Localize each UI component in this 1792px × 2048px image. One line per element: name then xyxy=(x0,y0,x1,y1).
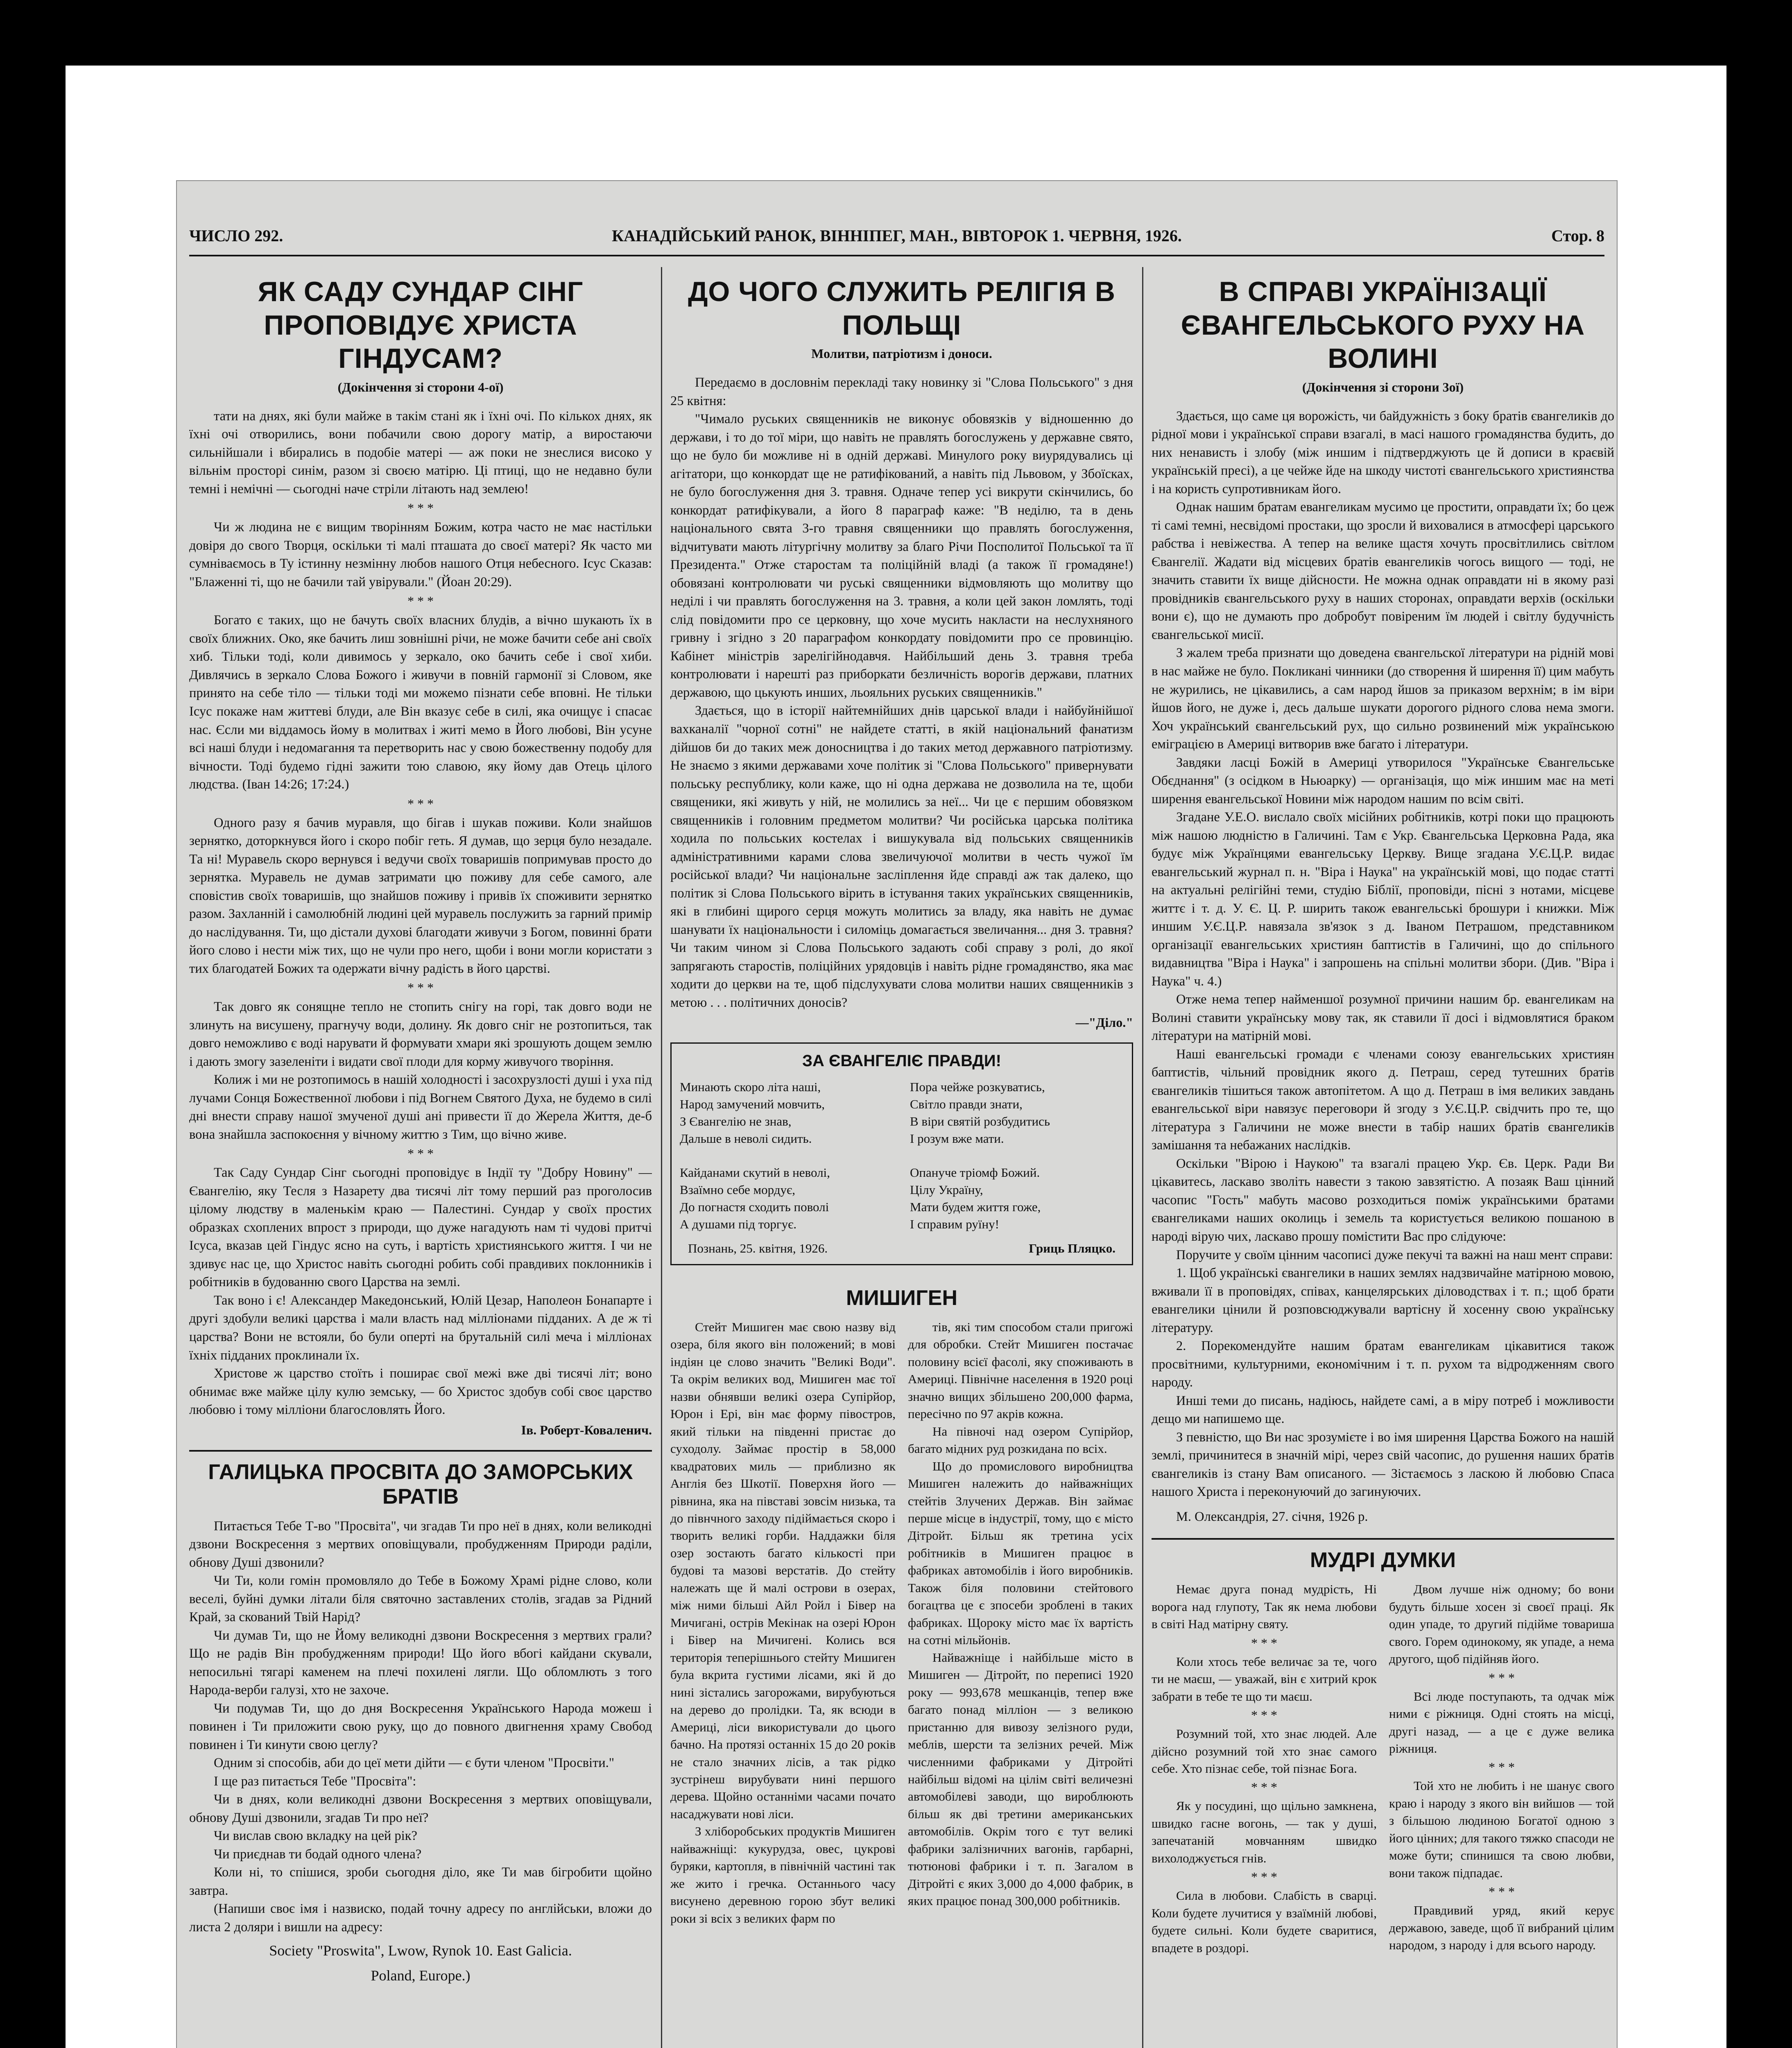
paragraph: Як у посудині, що щільно замкнена, швидко гасне вогонь, — так у душі, запечатаній мовчанням швидко вихолоджується гнів. xyxy=(1152,1799,1377,1865)
paragraph: Инші теми до писань, надіюсь, найдете самі, а в міру потреб і можливости дещо ми напишемо ще. xyxy=(1152,1393,1614,1427)
poem-footer xyxy=(688,1241,1115,1256)
paragraph: Сила в любови. Слабість в сварці. Коли будете лучитися у взаїмній любові, будете сильні. Коли будете сваритися, впадете в роздорі. xyxy=(1152,1888,1377,1955)
paragraph: Так довго як сонящне тепло не стопить снігу на горі, так довго води не злинуть на висушену, прагнучу води, долину. Як довго сніг не розтопиться, так довго неможливо є воді нарувати й формувати хмари які зрошують дощем землю і дають змогу зазеленіти і видати свої плоди для корму живучого творіння. xyxy=(189,999,652,1069)
two-column-article xyxy=(670,1319,1133,1927)
paragraph: Чи в днях, коли великодні дзвони Воскресення з мертвих оповіщували, обнову Душі дзвонили, згадав Ти про неї? xyxy=(189,1792,652,1825)
paragraph: Коли ні, то спішися, зроби сьогодня діло, яке Ти мав бігробити щойно завтра. xyxy=(189,1865,652,1898)
paragraph: Отже нема тепер найменшої розумної причини нашим бр. евангеликам на Волині ставити українську мову так, як ставили її досі і відмовлятися браком літератури на матірній мові. xyxy=(1152,992,1614,1044)
separator: * * * xyxy=(1251,1708,1277,1723)
paragraph: 1. Щоб українські євангелики в наших землях надзвичайне матірною мовою, вживали її в проповідях, співах, канцелярських діловодствах і т. п.; щоб брати евангелики цінили й розповсюджували вартісну й хосенну свою українську літературу. xyxy=(1152,1266,1614,1335)
paragraph: Розумний той, хто знає людей. Але дійсно розумний той хто знає самого себе. Хто пізнає себе, той пізнає Бога. xyxy=(1152,1726,1377,1776)
page-frame xyxy=(66,66,1726,2048)
poem-title: ЗА ЄВАНГЕЛІЄ ПРАВДИ! xyxy=(802,1052,1001,1070)
paragraph: Оскільки "Вірою і Наукою" та взагалі працею Укр. Єв. Церк. Ради Ви цікавитесь, ласкаво зволіть навести з такою завзятістю. А позаяк Ваш цінний часопис "Гость" мабуть масово розходиться поміж українськими братами євангеликами наших околиць і земель та користується великою пошаною в народі вірую чих, ласкаво прошу помістити Вас про слідуюче: xyxy=(1152,1156,1614,1244)
column-2 xyxy=(670,267,1133,2048)
paragraph: І ще раз питається Тебе "Просвіта": xyxy=(214,1774,416,1789)
article-title: МУДРІ ДУМКИ xyxy=(1152,1538,1614,1572)
column-3 xyxy=(1152,267,1614,2048)
article-title: В СПРАВІ УКРАЇНІЗАЦІЇ ЄВАНГЕЛЬСЬКОГО РУХУ НА ВОЛИНІ xyxy=(1181,276,1585,374)
paragraph: З певністю, що Ви нас зрозумієте і во імя ширення Царства Божого на нашій землі, причинитеся в значній мірі, через свій часопис, до рушення наших братів євангеликів із стану Вам описаного. — Зістаємось з ласкою й любовю Спаса нашого Христа і переконуючий до загинуючих. xyxy=(1152,1430,1614,1500)
subcolumn-left xyxy=(1152,1581,1377,1957)
article-title: ДО ЧОГО СЛУЖИТЬ РЕЛІГІЯ В ПОЛЬЩІ xyxy=(688,276,1116,341)
paragraph: Здається, що саме ця ворожість, чи байдужність з боку братів євангеликів до рідної мови і української справи взагалі, в масі нашого громадянства будить, до них ненависть і злобу (між иншим і підтверджують це й дописи в краєвій українській пресі), а це чейже йде на шкоду чистоті євангельського християнства і на користь супротивникам його. xyxy=(1152,408,1614,496)
paragraph: Правдивий уряд, який керує державою, заведе, щоб її вибраний цілим народом, з народу і для всього народу. xyxy=(1389,1903,1614,1953)
article-title: ЯК САДУ СУНДАР СІНГ ПРОПОВІДУЄ ХРИСТА ГІНДУСАМ? xyxy=(258,276,584,374)
paragraph: Всі люде поступають, та одчак між ними є ріжниця. Одні стоять на місці, другі назад, — а це є дуже велика ріжниця. xyxy=(1389,1689,1614,1756)
separator: * * * xyxy=(1251,1869,1277,1885)
separator: * * * xyxy=(407,501,434,516)
paragraph: З жалем треба признати що доведена євангельскої літератури на рідній мові в нас майже не було. Покликані чинники (до створення й ширення її) цим мабуть не журились, не цікавились, а сам народ йшов за приказом верхнім; в ім віри йшов його, не дуже і, десь дальше шукати дорогого рідного слова нема змоги. Хоч український євангельський рух, що сильно розвинений між українською еміграцією в Америці витворив вже багато і літератури. xyxy=(1152,646,1614,752)
paragraph: Двом лучше ніж одному; бо вони будуть більше хосен зі своєї праці. Як один упаде, то другий підійме товариша свого. Горем одинокому, як упаде, а нема другого, щоб підійняв його. xyxy=(1389,1582,1614,1666)
address-line: Poland, Europe.) xyxy=(371,1967,471,1984)
paragraph: Чи подумав Ти, що до дня Воскресення Українського Народа можеш і повинен і Ти приложити свою руку, що до повного двигнення храму Свобод повинен і Ти кинути свою цеглу? xyxy=(189,1701,652,1752)
paragraph: Згадане У.Е.О. вислало своїх місійних робітників, котрі поки що працюють між нашою людністю в Галичині. Там є Укр. Євангельська Церковна Рада, яка будує між Українцями евангельську Церкву. Вище згадана У.Є.Ц.Р. видає евангельський журнал п. н. "Віра і Наука" на українській мові, що подає статті на актуальні релігійні теми, студію Біблії, проповіди, пісні з нотами, місцеве життє і т. д. У. Є. Ц. Р. ширить також евангельські брошури і книжки. Між иншим У.Є.Ц.Р. навязала зв'язок з д. Іваном Петрашом, представником організації евангельських християн баптистів в Галичині, що до спільного видавництва "Віра і Наука" і запрошень на спільні молитви збори. (Див. "Віра і Наука" ч. 4.) xyxy=(1152,810,1614,989)
poem-author: Гриць Пляцко. xyxy=(1029,1241,1115,1255)
poem-place-date: Познань, 25. квітня, 1926. xyxy=(688,1241,828,1255)
paragraph: Чи Ти, коли гомін промовляло до Тебе в Божому Храмі рідне слово, коли веселі, буйні думки літали біля святочно заставлених столів, згадав за Рідний Край, за скований Твій Нарід? xyxy=(189,1573,652,1625)
two-column-article xyxy=(1152,1581,1614,1957)
column-rule xyxy=(1142,267,1143,2048)
source-credit: —"Діло." xyxy=(1075,1015,1133,1030)
paragraph: З хліборобських продуктів Мишиген найважніщі: кукурудза, овес, цукрові буряки, картопля, в північній частині так же жито і гречка. Останнього часу висунено деревною горою збут великі роки зі всіх з великих фарм по xyxy=(670,1824,896,1926)
masthead xyxy=(189,226,1604,256)
subcolumn-right xyxy=(908,1319,1133,1927)
article-title: ГАЛИЦЬКА ПРОСВІТА ДО ЗАМОРСЬКИХ БРАТІВ xyxy=(189,1450,652,1509)
paragraph: Чи приєднав ти бодай одного члена? xyxy=(214,1846,422,1862)
page-number: Стор. 8 xyxy=(1551,227,1604,245)
paragraph: Питається Тебе Т-во "Просвіта", чи згадав Ти про неї в днях, коли великодні дзвони Воскресення з мертвих оповіщували, пробудженням Природи раділи, обнову Душі дзвонили? xyxy=(189,1518,652,1570)
column-1 xyxy=(189,267,652,2048)
column-rule xyxy=(661,267,662,2048)
paragraph: Стейт Мишиген має свою назву від озера, біля якого він положений; в мові індіян це слово значить "Великі Води". Та окрім великих вод, Мишиген має тої назви обнявши великі озера Супірйор, Юрон і Ері, він має форму півостров, який тільки на південні пристає до суходолу. Займає простір в 58,000 квадратових миль — приблизно як Англія без Шкотії. Поверхня його — рівнина, яка на півставі зовсім низька, та до півнчного заходу підіймається скоро і творить великі горби. Наддажки біля озер зостають багато кількості при будові та мазові верстатів. До стейту належать ще й малі острови в озерах, між ними більші Айл Ройл і Бівер на Мичигані, острів Мекінак на озері Юрон і Бівер на Мичигені. Колись вся територія теперішнього стейту Мишиген була вкрита густими лісами, які й до нині зістались загорожами, вирубуються на дерево до пролідки. Та, як всюди в Америці, ліси використували до цього бачно. На протязі останніх 15 до 20 років не стало значних лісів, а так рідко зустрінеш вирубувати нині першого дерева. Щойно останніми часами почато насаджувати нові ліси. xyxy=(670,1319,896,1821)
paragraph: Коли хтось тебе величає за те, чого ти не маєш, — уважай, він є хитрий крок забрати в тебе те що ти маєш. xyxy=(1152,1654,1377,1704)
poem-stanzas-left: Минають скоро літа наші, Народ замучений мовчить, З Євангелію не знав, Дальше в неволі сидить. Кайданами скутий в неволі, Взаїмно себе мордує, До погнастя сходить поволі А душами під торгує. xyxy=(680,1080,830,1231)
paragraph: тів, які тим способом стали пригожі для обробки. Стейт Мишиген постачає половину всієї фасолі, яку споживають в Америці. Північне населення в 1920 році значно вищих збільшено 200,000 фарма, пересічно по 97 акрів кожна. xyxy=(908,1319,1133,1421)
newspaper-page xyxy=(176,180,1618,2048)
separator: * * * xyxy=(1251,1780,1277,1795)
article-subtitle: (Докінчення зі сторони 4-ої) xyxy=(337,379,504,394)
paragraph: Одного разу я бачив муравля, що бігав і шукав поживи. Коли знайшов зернятко, доторкнувся його і скоро побіг геть. Я думав, що зерця було незадале. Та ні! Муравель скоро вернувся і ведучи своїх товаришів попримував просто до зернятка. Муравель не думав затримати цю поживу для себе самого, але сповістив своїх товаришів, що знайшов поживу і привів їх споживити зернятко разом. Захланній і самолюбній людині цей муравель послужить за гарний примір до наслідування. Ти, що дістали духові благодати живучи з Богом, повинні брати його слово і нести між тих, що не чули про него, щоби і вони могли користати з тих благодатей Божих та одержати вічну радість в його царстві. xyxy=(189,815,652,976)
poem-stanzas-right: Пора чейже розкуватись, Світло правди знати, В віри святій розбудитись І розум вже мати. Опануче тріомф Божий. Цілу Україну, Мати будем життя гоже, І справим руїну! xyxy=(910,1080,1050,1231)
paragraph: Що до промислового виробництва Мишиген належить до найважніщих стейтів Злучених Держав. Він займає перше місце в індустрії, тому, що є місто Дітройт. Більш як третина усіх робітників в Мишиген працює в фабриках автомобілів і його виробників. Також біля половини стейтового богацтва це є зпосеби зроблені в таких фабриках. Щороку місто має їх вартість на сотні мільйонів. xyxy=(908,1459,1133,1647)
separator: * * * xyxy=(407,796,434,811)
paragraph: На півночі над озером Супірйор, багато мідних руд розкидана по всіх. xyxy=(908,1424,1133,1456)
separator: * * * xyxy=(1251,1635,1277,1650)
separator: * * * xyxy=(407,980,434,995)
paragraph: Одним зі способів, аби до цеї мети дійти — є бути членом "Просвіти." xyxy=(214,1756,615,1771)
subcolumn-left xyxy=(670,1319,896,1927)
paragraph: Поручите у своїм цінним часописі дуже пекучі та важні на наш мент справи: xyxy=(1176,1247,1613,1262)
paragraph: Христове ж царство стоїть і поширає свої межі вже дві тисячі літ; воно обнимає вже майже цілу кулю земську, — бо Христос здобув собі своє царство любовю і тому мілліони благословлять Його. xyxy=(189,1366,652,1418)
paragraph: Богато є таких, що не бачуть своїх власних блудів, а вічно шукають їх в своїх ближних. Око, яке бачить лиш зовнішні річи, не може бачити себе ані своїх хиб. Тільки тоді, коли дивимось у зеркало, око бачить себе і свої хиби. Дивлячись в зеркало Слова Божого і живучи в повній гармонії зі Словом, яке принято на себе тіло — тільки тоді ми можемо пізнати себе вповні. Не тільки Ісус покаже нам життеві блуди, але Він вказує себе в силі, яка очищує і спасає нас. Єсли ми віддамось йому в молитвах і житі мемо в Його любові, Він усуне всі наші блуди і недомагання та перетворить нас у свою божественну подобу для вічности. Тоді будемо гідні зажити тою славою, яку йому дав Отець цілого людства. (Іван 14:26; 17:24.) xyxy=(189,613,652,792)
paragraph: Найважніще і найбільше місто в Мишиген — Дітройт, по переписі 1920 року — 993,678 мешканців, тепер вже багато понад мілліон — з великою пристанню для вивозу зелізного руди, меблів, шерсти та зелізних речей. Між численними фабриками у Дітройті найбільш відомі на цілім світі величезні автомобілеві заводи, що вироблюють більш як дві третини американських автомобілів. Окрім того є тут великі фабрики залізничних вагонів, гарбарні, тютюнові фабрики і т. п. Загалом в Дітройті є яких 3,000 до 4,000 фабрик, в яких працює понад 300,000 робітників. xyxy=(908,1650,1133,1908)
paragraph: Однак нашим братам евангеликам мусимо це простити, оправдати їх; бо цеж ті самі темні, несвідомі простаки, що зросли й виховалися в атмосфері царського рабства і невіжества. А тепер на велике щастя хочуть просвітлились світлом Євангелії. Жадати від місцевих братів евангеликів чогось вищого — тоді, не значить ставити їх вище дійсности. Не можна однак оправдати ні в якому разі провідників євангельського руху в наших сторонах, оправдати верхів (оскільки вони є), що не думають про добробут повіреним їм людей і світлу будучність євангельської мисії. xyxy=(1152,500,1614,642)
newspaper-title-date: КАНАДІЙСЬКИЙ РАНОК, ВІННІПЕГ, МАН., ВІВТОРОК 1. ЧЕРВНЯ, 1926. xyxy=(612,227,1182,245)
article-subtitle: (Докінчення зі сторони 3ої) xyxy=(1302,379,1464,394)
paragraph: Передаємо в дословнім перекладі таку новинку зі "Слова Польського" з дня 25 квітня: xyxy=(670,375,1133,408)
paragraph: Той хто не любить і не шанує свого краю і народу з якого він вийшов — той з більшою людиною Богатої одною з його цінних; для такого тяжко спасоди не може бути; спинишся та свою любви, вони також підпадає. xyxy=(1389,1778,1614,1880)
separator: * * * xyxy=(1489,1884,1515,1899)
separator: * * * xyxy=(407,594,434,609)
paragraph: тати на днях, які були майже в такім стані як і їхні очі. По кількох днях, як їхні очі отворились, вони побачили свою дорогу матір, а виростаючи сильнійшали і вбирались в подобіе матері — аж поки не знеслися високо у вільнім просторі синім, разом зі своєю матірю. Ці птиці, що не недавно були темні і немічні — сьогодні наче стріли літають над землею! xyxy=(189,408,652,496)
separator: * * * xyxy=(407,1146,434,1161)
paragraph: 2. Порекомендуйте нашим братам евангеликам цікавитися також просвітними, культурними, економічним і т. п. рухом та відродженням свого народу. xyxy=(1152,1339,1614,1390)
poem xyxy=(680,1078,1124,1233)
place-date: М. Олександрія, 27. січня, 1926 р. xyxy=(1176,1509,1368,1524)
separator: * * * xyxy=(1489,1670,1515,1685)
separator: * * * xyxy=(1489,1760,1515,1775)
paragraph: Здається, що в історії найтемнійших днів царської влади і найбуйнійшої вахканалії "чорної сотні" не найдете статті, в якій національний фанатизм дійшов би до таких меж доносництва і до таких метод державного патріотизму. Не знаємо з якими державами хоче політик зі "Слова Польського" привернувати польську республику, коли каже, що ні одна держава не дозволила на те, щоби священики, які живуть у ній, не молились за неї... Чи це є першим обовязком священників і головним предметом молитви? Чи російська царська політика ходила по польських костелах і вишукувала від польських священників адміністративними карами слова звеличуючої молитви в честь чужої їм російської влади? Чи національне засліплення йде справді аж так далеко, що політик зі Слова Польського вірить в істування таких українських священників, які в глибині щирого серця можуть молитись за владу, яка навіть не думає шанувати їх національности і силоміць домагається звеличання... дня 3. травня? Чи таким чином зі Слова Польського задають собі справу з ролі, до якої запрягають старостів, поліційних урядовців і навіть рідне громадянство, яка має ходити до церкви на те, щоб підслухувати слова молитви наших священників з метою . . . політичних доносів? xyxy=(670,703,1133,1010)
paragraph: Наші евангельські громади є членами союзу евангельських християн баптистів, чільний провідник якого д. Петраш, серед тутешних братів євангеликів тішиться також автопітетом. А що д. Петраш в імя великих завдань евангельської віри навязує переговори й згоду з У.Є.Ц.Р. свідчить про те, що література з Галичини не може внести в табір наших братів євангеликів замішання та небажаних наслідків. xyxy=(1152,1047,1614,1153)
paragraph: Колиж і ми не розтопимось в нашій холодності і засохрузлості душі і уха під лучами Сонця Божественної любови і під Вогнем Святого Духа, не будемо в силі дні внести справу нашої змученої душі ані привести її до Жерела Життя, де-б вона знайшла заспокоєння у вічному життю з Тим, що вічно живе. xyxy=(189,1072,652,1142)
poem-box xyxy=(670,1042,1133,1265)
paragraph: Чи думав Ти, що не Йому великодні дзвони Воскресення з мертвих грали? Що не радів Він пробудженням природи! Що його вбогі кайдани скували, непосильні тягарі каменем на плечі похилені лягли. Що обломлють з того Народа-верби галузі, хто не захоче. xyxy=(189,1628,652,1698)
issue-number: ЧИСЛО 292. xyxy=(189,227,283,245)
paragraph: Так воно і є! Александер Македонський, Юлій Цезар, Наполеон Бонапарте і другі здобули великі царства і мали власть над мілліонами підданих. А де ж ті царства? Вони не встояли, бо були оперті на брутальній силі меча і мілліонах їхніх підданих проклинали їх. xyxy=(189,1293,652,1363)
paragraph: Чи вислав свою вкладку на цей рік? xyxy=(214,1828,417,1844)
signature: Ів. Роберт-Коваленич. xyxy=(521,1422,652,1437)
article-title: МИШИГЕН xyxy=(846,1286,958,1310)
address-line: Society "Proswita", Lwow, Rynok 10. East Galicia. xyxy=(269,1942,572,1959)
paragraph: Чи ж людина не є вищим творінням Божим, котра часто не має настільки довіря до свого Творця, оскільки ті малі пташата до своєї матері? Як часто ми сумніваємось в Ту істинну незмінну любов нашого Отця небесного. Ісус Сказав: "Блаженні ті, що не бачили тай увірували." (Йоан 20:29). xyxy=(189,520,652,589)
paragraph: Так Саду Сундар Сінг сьогодні проповідує в Індії ту "Добру Новину" — Євангелію, яку Тесля з Назарету два тисячі літ тому перший раз проголосив цілому людству в маленькім краю — Палестині. Сундар у своїх простих образках схоплених впрост з природи, що дуже нагадують нам ті чудові притчі Ісуса, вказав цей Гіндус ясно на суть, і вартість християнського життя. І чи не здивує нас це, що Христос навіть сьогодні робить собі правдивих поклонників і робітників в будованню свого Царства на землі. xyxy=(189,1165,652,1290)
paragraph: (Напиши своє імя і назвиско, подай точну адресу по англійськи, вложи до листа 2 доляри і вишли на адресу: xyxy=(189,1901,652,1935)
paragraph: Завдяки ласці Божій в Америці утворилося "Українське Євангельське Обєднання" (з осідком в Ньюарку) — організація, що між иншим має на меті ширення евангельської Новини між народом нашим по всім світі. xyxy=(1152,755,1614,807)
subcolumn-right xyxy=(1389,1581,1614,1957)
paragraph: Немає друга понад мудрість, Ні ворога над глупоту, Так як нема любови в світі Над матірну святу. xyxy=(1152,1582,1377,1631)
paragraph: "Чимало руських священників не виконує обовязків у відношенню до держави, і то до тої міри, що навіть не правлять богослужень у державне свято, що не було би можливе ні в одній державі. Минулого року виурядувались ці агітатори, що конкордат ще не ратифікований, а навіть під Львовом, у Збоїсках, не було богослуження дня 3. травня. Одначе тепер усі викрути скінчились, бо конкордат ратифікували, а його 8 параграф каже: "В неділю, та в день національного свята 3-го травня священники що правлять богослуження, відчитувати мають літургічну молитву за благо Річи Посполитої Польської та її Президента." Отже старостам та поліційній владі (а також її громадяне!) обовязані контролювати чи руські священники відмовляють що молитву що неділі і чи правлять богослуження на 3. травня, а коли цей закон ломлять, тоді слід повідомити про се церковну, що хоче мусить накласти на неслухняного гривну і згідно з 20 параграфом конкордату повідомити про се провинцію. Кабінет міністрів зарелігійнодавчя. Найбільший день 3. травня треба контролювати і нарешті раз приборкати безличність ворогів держави, платних державою, що цькують инших, льояльних руських священників." xyxy=(670,412,1133,700)
article-subtitle: Молитви, патріотизм і доноси. xyxy=(811,346,992,361)
